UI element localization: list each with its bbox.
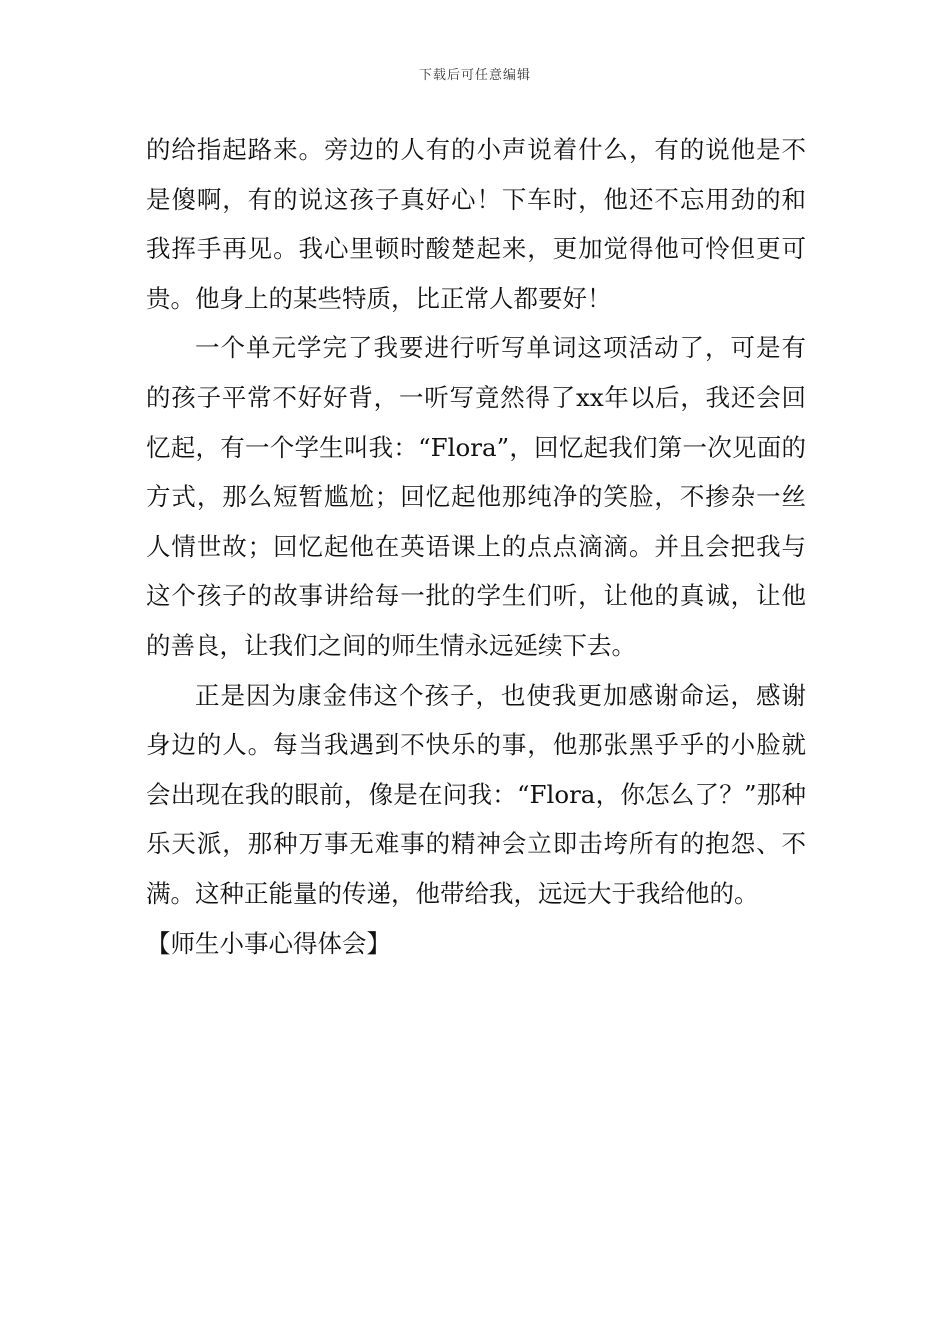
paragraph-continued: 的给指起路来。旁边的人有的小声说着什么，有的说他是不是傻啊，有的说这孩子真好心！下车时，他还不忘用劲的和我挥手再见。我心里顿时酸楚起来，更加觉得他可怜但更可贵。他身上的某些特质，比正常人都要好！ [146, 135, 806, 313]
document-body [146, 125, 806, 968]
section-heading: 【师生小事心得体会】 [146, 928, 391, 958]
page-header-note: 下载后可任意编辑 [418, 68, 531, 83]
paragraph-dictation: 一个单元学完了我要进行听写单词这项活动了，可是有的孩子平常不好好背，一听写竟然得了xx年以后，我还会回忆起，有一个学生叫我：“Flora”，回忆起我们第一次见面的方式，那么短暂尴尬；回忆起他那纯净的笑脸，不掺杂一丝人情世故；回忆起他在英语课上的点点滴滴。并且会把我与这个孩子的故事讲给每一批的学生们听，让他的真诚，让他的善良，让我们之间的师生情永远延续下去。 [146, 333, 806, 660]
paragraph-gratitude: 正是因为康金伟这个孩子，也使我更加感谢命运，感谢身边的人。每当我遇到不快乐的事，他那张黑乎乎的小脸就会出现在我的眼前，像是在问我：“Flora，你怎么了？”那种乐天派，那种万事无难事的精神会立即击垮所有的抱怨、不满。这种正能量的传递，他带给我，远远大于我给他的。 [146, 680, 806, 908]
